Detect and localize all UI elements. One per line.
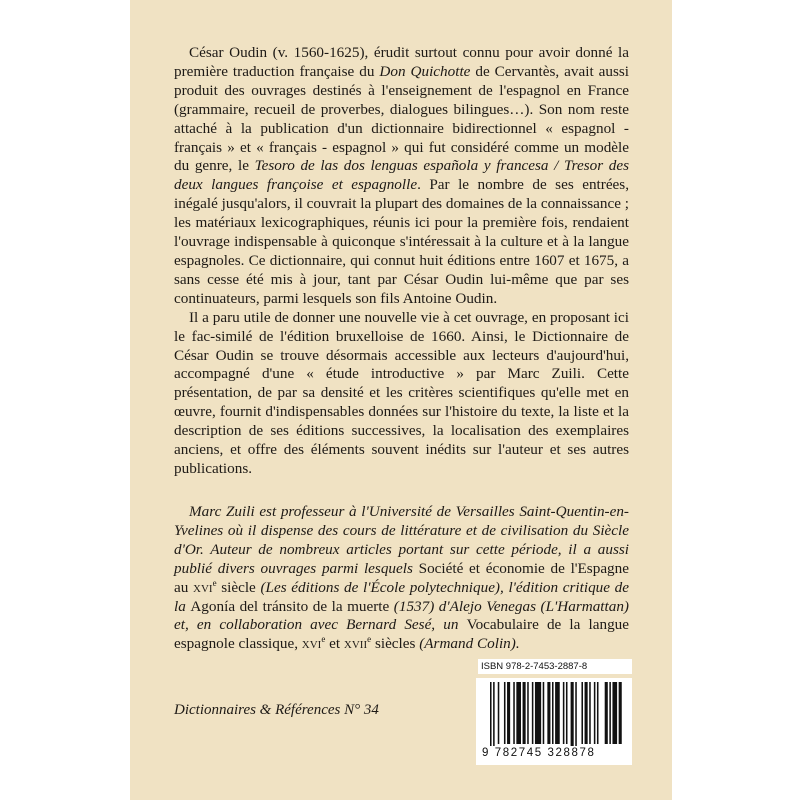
- superscript: e: [367, 634, 372, 645]
- barcode-bar: [535, 682, 541, 744]
- barcode-bar: [532, 682, 534, 744]
- superscript: e: [212, 577, 217, 588]
- barcode-bar: [527, 682, 529, 744]
- barcode-bar: [490, 682, 492, 748]
- author-bio: [174, 503, 629, 654]
- barcode-digits: 9 782745 328878: [482, 746, 628, 761]
- barcode-bar: [581, 682, 583, 744]
- barcode-bar: [523, 682, 526, 744]
- barcode-bar: [555, 682, 560, 744]
- text-run: siècles: [371, 635, 416, 653]
- barcode-bar: [612, 682, 617, 744]
- text-run: (Les éditions de l'École polytechnique), l'édition critique de la: [174, 578, 629, 615]
- barcode-bar: [552, 682, 554, 744]
- description-paragraph-1: [174, 44, 629, 309]
- text-run: de Cervantès, avait aussi produit des ouvrages destinés à l'enseignement de l'espagnol en France (grammaire, recueil de proverbes, dialogues bilingues…). Son nom reste attaché à la publication d'un dictionnaire bidirectionnel « espagnol - français » et « français - espagnol » qui fut considéré comme un modèle du genre, le: [174, 62, 630, 175]
- work-title: Agonía del tránsito de la muerte: [190, 597, 390, 615]
- barcode-bar: [575, 682, 577, 748]
- title-tesoro: Tesoro de las dos lenguas española y francesa / Tresor des deux langues françoise et espagnolle: [174, 157, 629, 194]
- barcode-bar: [493, 682, 495, 748]
- barcode-bar: [563, 682, 565, 744]
- book-back-cover: [130, 0, 672, 800]
- barcode-bar: [605, 682, 608, 744]
- author-bio-paragraph: [174, 503, 629, 654]
- text-run: César Oudin (v. 1560-1625), érudit surtout connu pour avoir donné la première traduction française du: [174, 44, 629, 80]
- isbn-label: ISBN 978-2-7453-2887-8: [478, 659, 632, 674]
- isbn-barcode: [476, 659, 632, 765]
- century-numeral: xvi: [193, 578, 213, 596]
- barcode-bar: [619, 682, 622, 744]
- barcode-bar: [547, 682, 550, 744]
- title-don-quichotte: Don Quichotte: [379, 62, 471, 80]
- barcode-bar: [513, 682, 515, 744]
- century-numeral: xvi: [301, 635, 322, 653]
- text-run: . Par le nombre de ses entrées, inégalé jusqu'alors, il couvrait la plupart des domaines de la connaissance ; les matériaux lexicographiques, réunis ici pour la première fois, rendaient l'ouvrage indispensable à quiconque s'intéressait à la culture et à la langue espagnoles. Ce dictionnaire, qui connut huit éditions entre 1607 et 1675, a sans cesse été mis à jour, tant par César Oudin lui-même que par ses continuateurs, parmi lesquels son fils Antoine Oudin.: [174, 176, 630, 307]
- superscript: e: [321, 634, 326, 645]
- century-numeral: xvii: [343, 635, 368, 653]
- barcode-bar: [543, 682, 545, 744]
- barcode-bar: [516, 682, 521, 744]
- text-run: Vocabulaire de la langue espagnole classique,: [174, 616, 629, 653]
- barcode-bar: [507, 682, 510, 744]
- barcode-bar: [571, 682, 574, 748]
- barcode-bar: [609, 682, 611, 744]
- text-run: (Armand Colin).: [415, 635, 520, 653]
- barcode-bar: [585, 682, 588, 744]
- barcode-bar: [597, 682, 599, 744]
- barcode-bar: [566, 682, 568, 744]
- barcode-bar: [498, 682, 500, 744]
- text-run: (1537) d'Alejo Venegas (L'Harmattan) et, en collaboration avec Bernard Sesé, un: [174, 597, 629, 634]
- barcode: [476, 678, 632, 765]
- barcode-bar: [504, 682, 506, 744]
- text-run: siècle: [216, 578, 256, 596]
- description-text: [174, 44, 629, 479]
- barcode-bar: [594, 682, 596, 744]
- series-label: Dictionnaires & Références N° 34: [174, 702, 379, 718]
- text-run: Marc Zuili est professeur à l'Université de Versailles Saint-Quentin-en-Yvelines où il dispense des cours de littérature et de civilisation du Siècle d'Or. Auteur de nombreux articles portant sur cette période, il a aussi publié divers ouvrages parmi lesquels: [174, 503, 629, 577]
- text-run: Société et économie de l'Espagne au: [174, 559, 629, 596]
- description-paragraph-2: Il a paru utile de donner une nouvelle vie à cet ouvrage, en proposant ici le fac-similé de l'édition bruxelloise de 1660. Ainsi, le Dictionnaire de César Oudin se trouve désormais accessible aux lecteurs d'aujourd'hui, accompagné d'une « étude introductive » par Marc Zuili. Cette présentation, de par sa densité et les critères scientifiques qu'elle met en œuvre, fournit d'indispensables données sur l'histoire du texte, la liste et la description de ses éditions successives, la localisation des exemplaires anciens, et offre des éléments souvent inédits sur l'auteur et ses autres publications.: [174, 308, 629, 477]
- barcode-bars: [476, 678, 632, 748]
- text-run: et: [325, 635, 344, 653]
- barcode-bar: [589, 682, 591, 744]
